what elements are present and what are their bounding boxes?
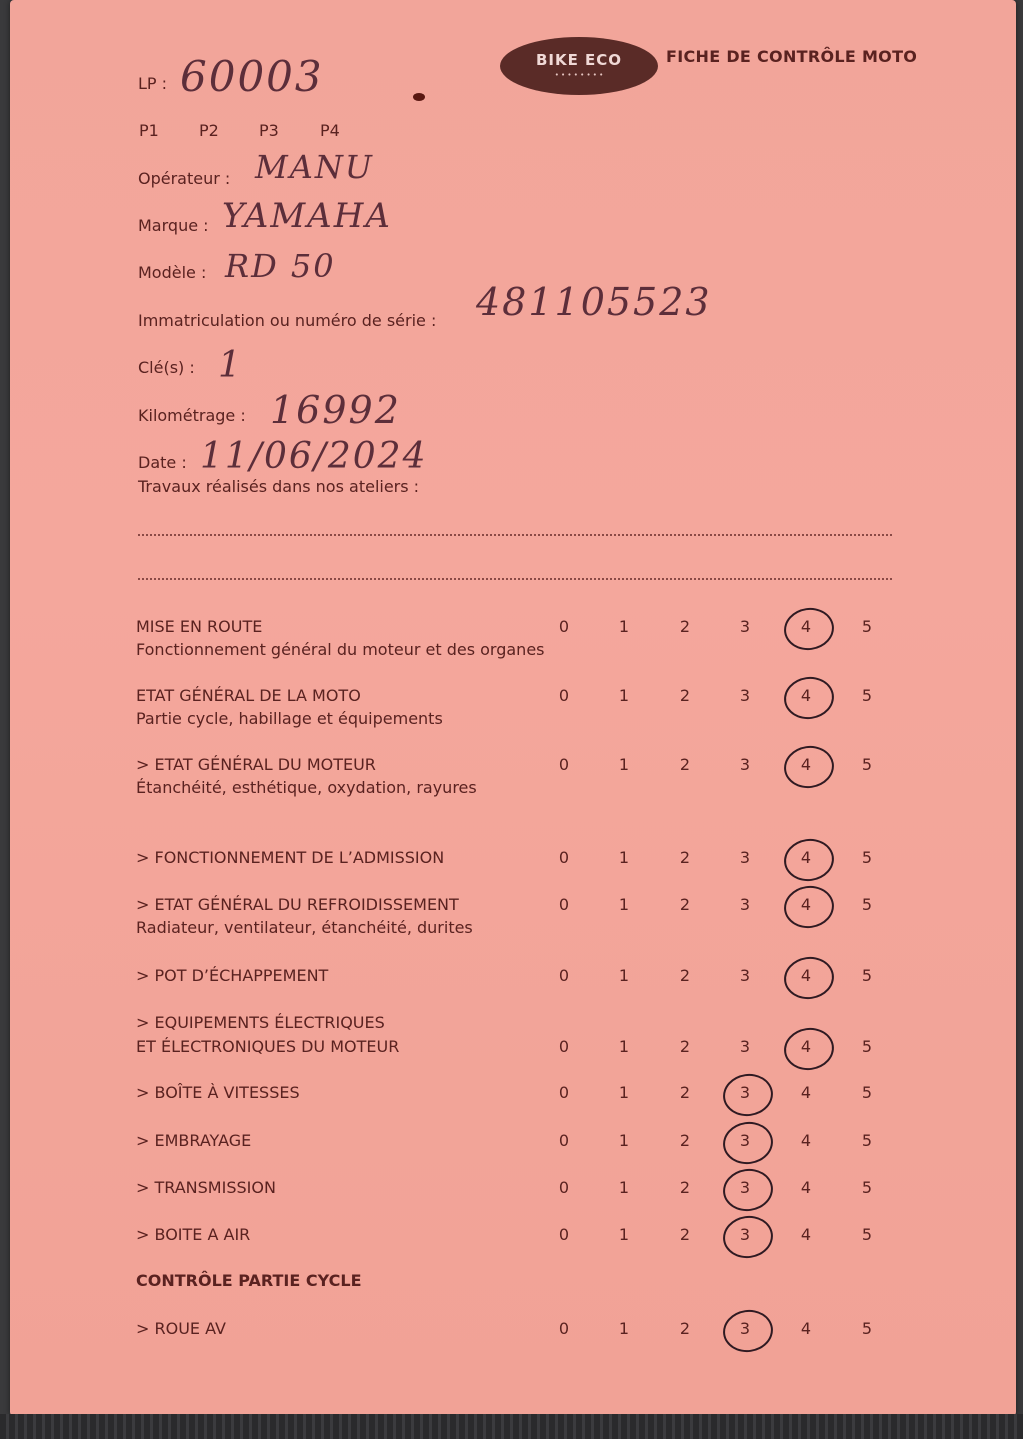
keys-label: Clé(s) : [138, 358, 195, 377]
item-title: > BOÎTE À VITESSES [136, 1083, 300, 1102]
score-0[interactable]: 0 [558, 1131, 570, 1150]
brand-label: Marque : [138, 216, 209, 235]
p4-label: P4 [320, 121, 340, 140]
item-title: ETAT GÉNÉRAL DE LA MOTO [136, 686, 361, 705]
score-3[interactable]: 3 [739, 895, 751, 914]
bike-eco-logo [500, 37, 658, 95]
works-line-2 [138, 578, 892, 580]
date-label: Date : [138, 453, 187, 472]
binder-strip [0, 1414, 1023, 1439]
item-subtitle: Fonctionnement général du moteur et des organes [136, 640, 545, 659]
score-3[interactable]: 3 [739, 1319, 751, 1338]
lp-label: LP : [138, 74, 168, 93]
score-5[interactable]: 5 [861, 1319, 873, 1338]
item-title: > EMBRAYAGE [136, 1131, 252, 1150]
works-line-1 [138, 534, 892, 536]
p2-label: P2 [199, 121, 219, 140]
score-3[interactable]: 3 [739, 617, 751, 636]
registration-label: Immatriculation ou numéro de série : [138, 311, 437, 330]
score-0[interactable]: 0 [558, 1037, 570, 1056]
score-1[interactable]: 1 [618, 1037, 630, 1056]
score-2[interactable]: 2 [679, 1131, 691, 1150]
document-title: FICHE DE CONTRÔLE MOTO [666, 47, 918, 66]
score-5[interactable]: 5 [861, 686, 873, 705]
item-title: > EQUIPEMENTS ÉLECTRIQUES [136, 1013, 385, 1032]
score-5[interactable]: 5 [861, 1225, 873, 1244]
logo-subtext: • • • • • • • • [554, 71, 604, 79]
score-1[interactable]: 1 [618, 617, 630, 636]
score-0[interactable]: 0 [558, 755, 570, 774]
score-3[interactable]: 3 [739, 1037, 751, 1056]
score-1[interactable]: 1 [618, 686, 630, 705]
section-title-cycle: CONTRÔLE PARTIE CYCLE [136, 1271, 362, 1290]
score-4[interactable]: 4 [800, 848, 812, 867]
score-3[interactable]: 3 [739, 686, 751, 705]
score-0[interactable]: 0 [558, 686, 570, 705]
score-1[interactable]: 1 [618, 1225, 630, 1244]
model-label: Modèle : [138, 263, 207, 282]
score-5[interactable]: 5 [861, 895, 873, 914]
item-subtitle: Radiateur, ventilateur, étanchéité, durites [136, 918, 473, 937]
score-2[interactable]: 2 [679, 848, 691, 867]
item-title: > ETAT GÉNÉRAL DU MOTEUR [136, 755, 376, 774]
score-3[interactable]: 3 [739, 1131, 751, 1150]
score-4[interactable]: 4 [800, 1083, 812, 1102]
score-5[interactable]: 5 [861, 617, 873, 636]
item-subtitle: ET ÉLECTRONIQUES DU MOTEUR [136, 1037, 400, 1056]
score-0[interactable]: 0 [558, 895, 570, 914]
score-1[interactable]: 1 [618, 1131, 630, 1150]
score-4[interactable]: 4 [800, 1178, 812, 1197]
inspection-sheet [10, 0, 1016, 1416]
score-3[interactable]: 3 [739, 1225, 751, 1244]
score-2[interactable]: 2 [679, 755, 691, 774]
score-2[interactable]: 2 [679, 966, 691, 985]
score-0[interactable]: 0 [558, 617, 570, 636]
score-3[interactable]: 3 [739, 1083, 751, 1102]
operator-label: Opérateur : [138, 169, 231, 188]
score-5[interactable]: 5 [861, 1083, 873, 1102]
item-subtitle: Partie cycle, habillage et équipements [136, 709, 443, 728]
item-title: > FONCTIONNEMENT DE L’ADMISSION [136, 848, 445, 867]
score-2[interactable]: 2 [679, 1319, 691, 1338]
mileage-label: Kilométrage : [138, 406, 246, 425]
score-4[interactable]: 4 [800, 1131, 812, 1150]
score-4[interactable]: 4 [800, 1037, 812, 1056]
p3-label: P3 [259, 121, 279, 140]
score-4[interactable]: 4 [800, 755, 812, 774]
score-1[interactable]: 1 [618, 1178, 630, 1197]
score-0[interactable]: 0 [558, 966, 570, 985]
score-5[interactable]: 5 [861, 1037, 873, 1056]
score-1[interactable]: 1 [618, 966, 630, 985]
score-4[interactable]: 4 [800, 895, 812, 914]
model-value: RD 50 [225, 247, 336, 285]
keys-value: 1 [218, 345, 243, 386]
score-4[interactable]: 4 [800, 966, 812, 985]
score-0[interactable]: 0 [558, 1225, 570, 1244]
score-5[interactable]: 5 [861, 966, 873, 985]
score-4[interactable]: 4 [800, 1319, 812, 1338]
item-title: > ETAT GÉNÉRAL DU REFROIDISSEMENT [136, 895, 459, 914]
score-5[interactable]: 5 [861, 1131, 873, 1150]
score-5[interactable]: 5 [861, 848, 873, 867]
score-0[interactable]: 0 [558, 848, 570, 867]
score-1[interactable]: 1 [618, 755, 630, 774]
score-3[interactable]: 3 [739, 755, 751, 774]
registration-value: 481105523 [476, 280, 712, 324]
item-title: > TRANSMISSION [136, 1178, 276, 1197]
score-0[interactable]: 0 [558, 1178, 570, 1197]
item-title: MISE EN ROUTE [136, 617, 263, 636]
item-title: > POT D’ÉCHAPPEMENT [136, 966, 329, 985]
item-subtitle: Étanchéité, esthétique, oxydation, rayures [136, 778, 477, 797]
mileage-value: 16992 [270, 388, 401, 432]
score-4[interactable]: 4 [800, 1225, 812, 1244]
score-2[interactable]: 2 [679, 895, 691, 914]
logo-text: BIKE ECO [535, 51, 623, 69]
score-1[interactable]: 1 [618, 895, 630, 914]
lp-value: 60003 [180, 52, 324, 101]
date-value: 11/06/2024 [200, 436, 428, 477]
ink-mark [413, 93, 425, 101]
score-2[interactable]: 2 [679, 1037, 691, 1056]
cycle-item-title: > ROUE AV [136, 1319, 226, 1338]
score-1[interactable]: 1 [618, 848, 630, 867]
works-label: Travaux réalisés dans nos ateliers : [138, 477, 420, 496]
score-2[interactable]: 2 [679, 1225, 691, 1244]
p1-label: P1 [139, 121, 159, 140]
score-4[interactable]: 4 [800, 617, 812, 636]
score-2[interactable]: 2 [679, 686, 691, 705]
score-3[interactable]: 3 [739, 848, 751, 867]
brand-value: YAMAHA [222, 196, 392, 236]
score-1[interactable]: 1 [618, 1083, 630, 1102]
operator-value: MANU [255, 148, 374, 186]
score-0[interactable]: 0 [558, 1083, 570, 1102]
score-3[interactable]: 3 [739, 966, 751, 985]
score-5[interactable]: 5 [861, 755, 873, 774]
score-4[interactable]: 4 [800, 686, 812, 705]
score-2[interactable]: 2 [679, 1083, 691, 1102]
score-3[interactable]: 3 [739, 1178, 751, 1197]
score-1[interactable]: 1 [618, 1319, 630, 1338]
score-2[interactable]: 2 [679, 1178, 691, 1197]
score-2[interactable]: 2 [679, 617, 691, 636]
score-5[interactable]: 5 [861, 1178, 873, 1197]
item-title: > BOITE A AIR [136, 1225, 251, 1244]
score-0[interactable]: 0 [558, 1319, 570, 1338]
